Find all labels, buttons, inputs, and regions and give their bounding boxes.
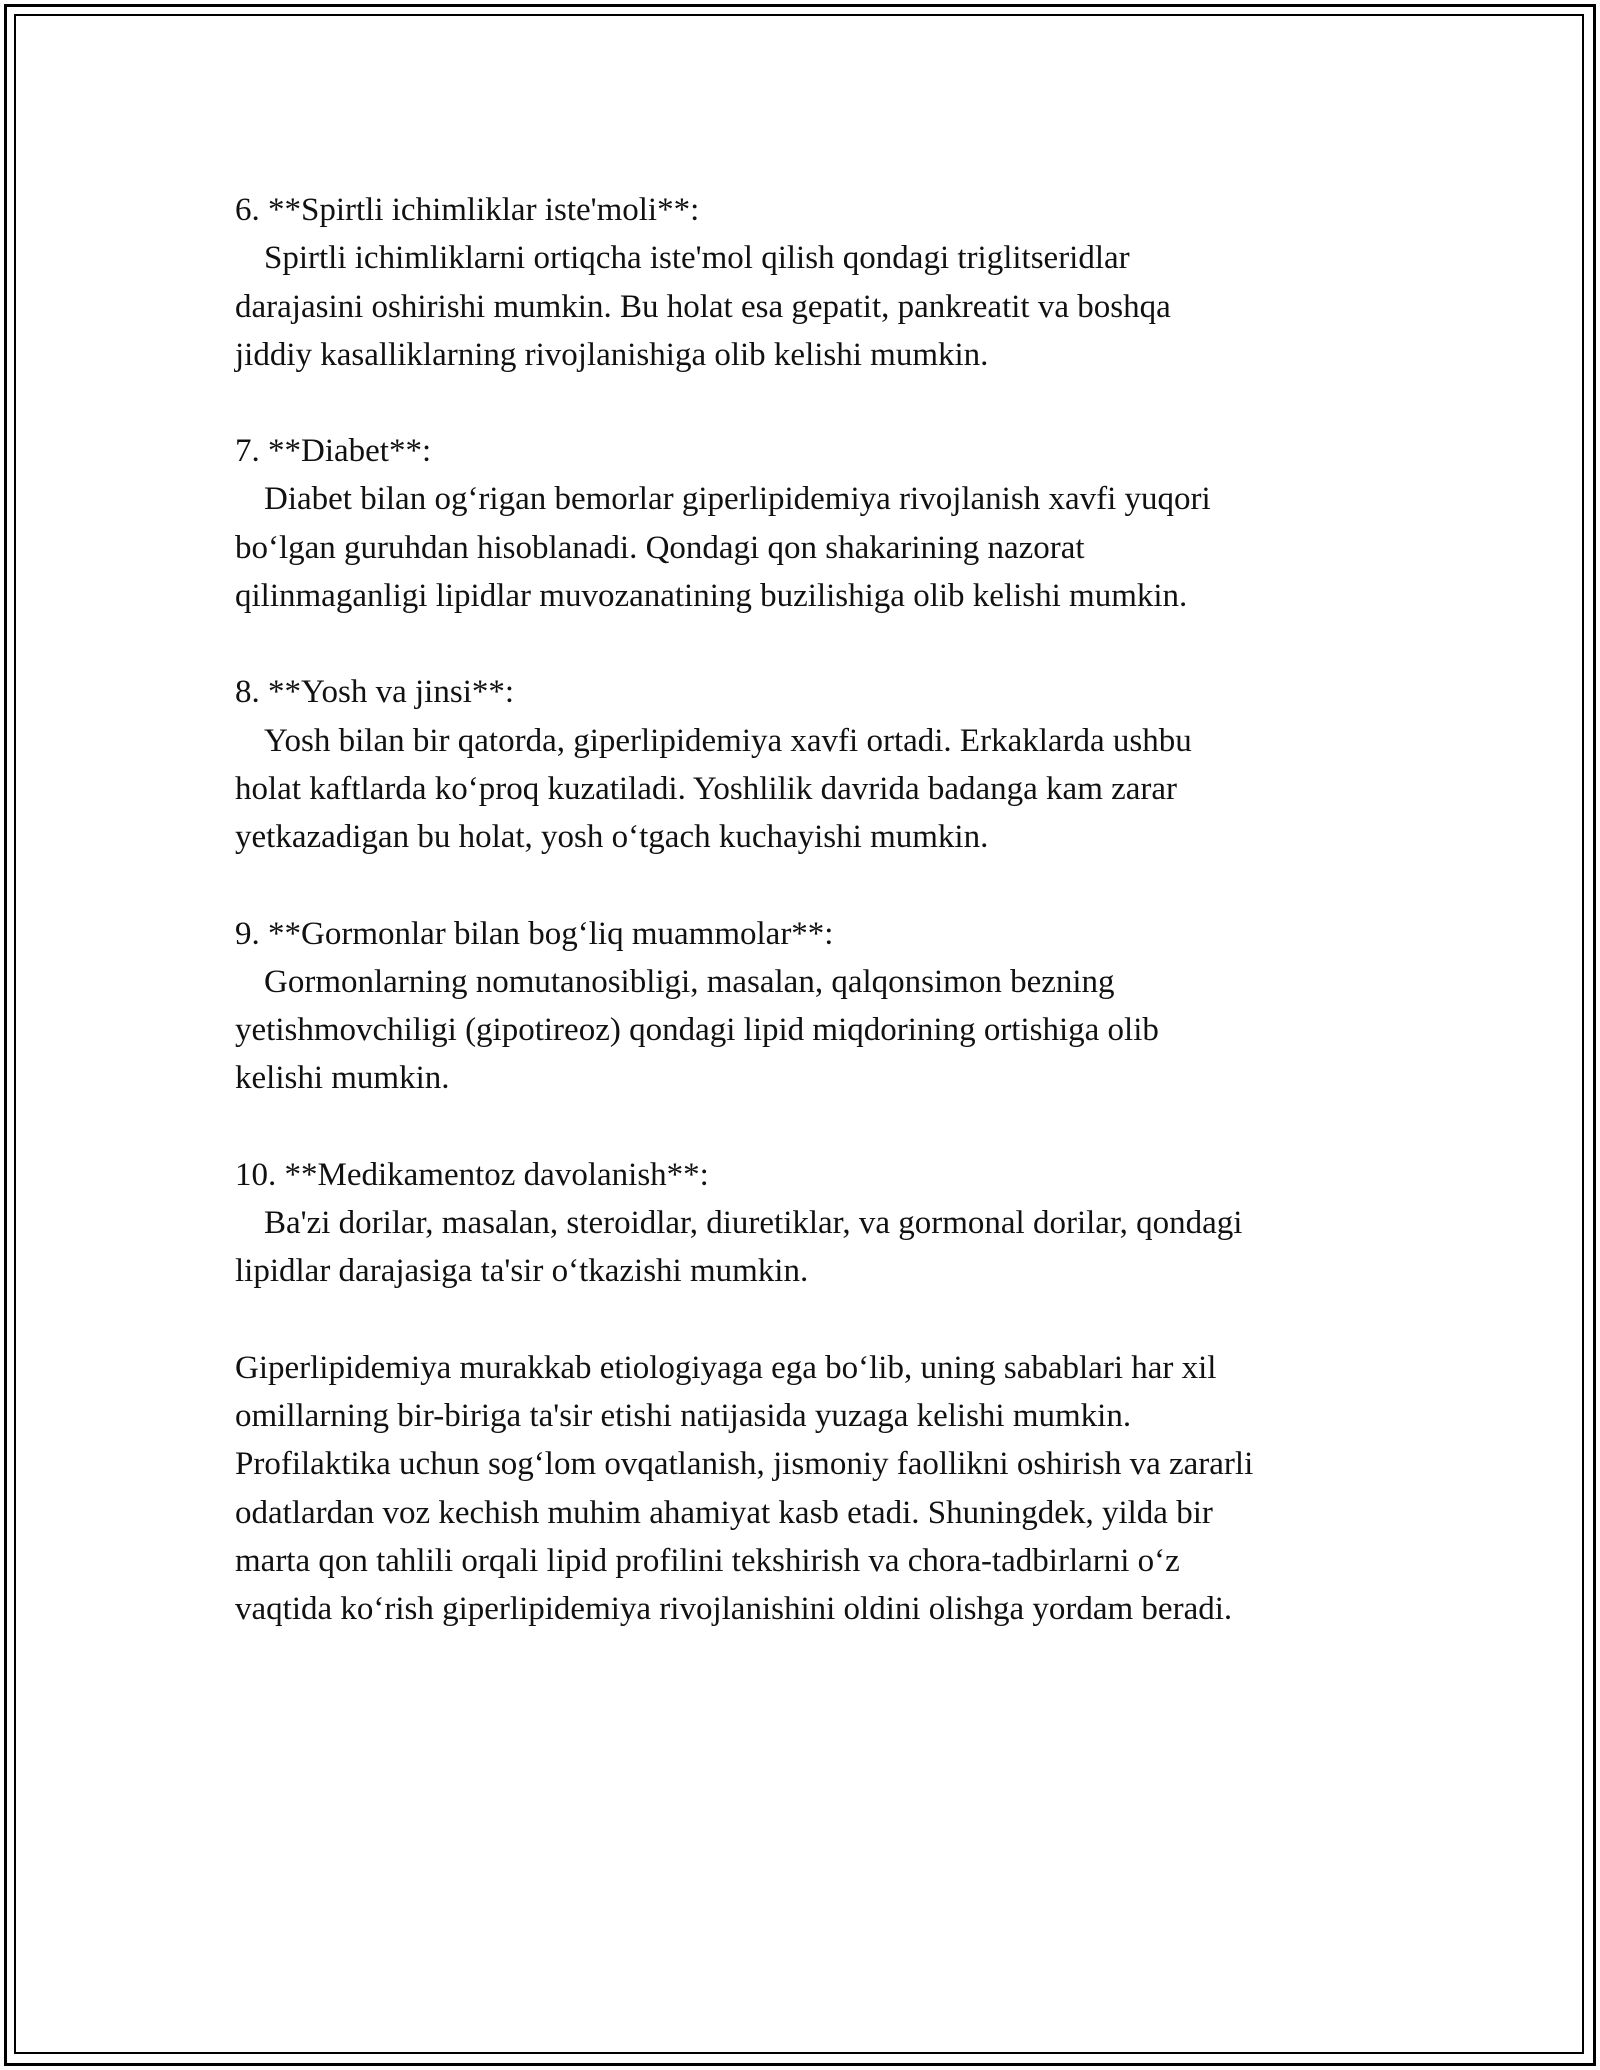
section-line: bo‘lgan guruhdan hisoblanadi. Qondagi qon shakarining nazorat (235, 529, 1085, 566)
conclusion-line: vaqtida ko‘rish giperlipidemiya rivojlanishini oldini olishga yordam beradi. (235, 1591, 1233, 1628)
section-line: Diabet bilan og‘rigan bemorlar giperlipidemiya rivojlanish xavfi yuqori (264, 481, 1211, 518)
section-heading: 10. **Medikamentoz davolanish**: (235, 1156, 709, 1193)
conclusion-line: omillarning bir-biriga ta'sir etishi natijasida yuzaga kelishi mumkin. (235, 1397, 1132, 1434)
section-line: yetishmovchiligi (gipotireoz) qondagi lipid miqdorining ortishiga olib (235, 1012, 1159, 1049)
section-age-sex (235, 668, 1395, 861)
conclusion-line: Profilaktika uchun sog‘lom ovqatlanish, jismoniy faollikni oshirish va zararli (235, 1446, 1254, 1483)
section-heading: 9. **Gormonlar bilan bog‘liq muammolar**: (235, 915, 834, 952)
section-line: jiddiy kasalliklarning rivojlanishiga olib kelishi mumkin. (235, 336, 989, 373)
conclusion-line: Giperlipidemiya murakkab etiologiyaga ega bo‘lib, uning sabablari har xil (235, 1349, 1217, 1386)
section-line: kelishi mumkin. (235, 1060, 450, 1097)
section-hormones (235, 910, 1395, 1103)
section-heading: 7. **Diabet**: (235, 433, 432, 470)
section-line: Ba'zi dorilar, masalan, steroidlar, diuretiklar, va gormonal dorilar, qondagi (264, 1205, 1243, 1242)
section-heading: 6. **Spirtli ichimliklar iste'moli**: (235, 192, 700, 228)
conclusion-line: marta qon tahlili orqali lipid profilini tekshirish va chora-tadbirlarni o‘z (235, 1542, 1180, 1579)
section-line: lipidlar darajasiga ta'sir o‘tkazishi mumkin. (235, 1253, 809, 1290)
document-body (235, 186, 1395, 1681)
section-line: qilinmaganligi lipidlar muvozanatining buzilishiga olib kelishi mumkin. (235, 578, 1188, 615)
section-line: darajasini oshirishi mumkin. Bu holat esa gepatit, pankreatit va boshqa (235, 288, 1171, 325)
section-alcohol (235, 186, 1395, 379)
section-diabetes (235, 427, 1395, 620)
section-line: Yosh bilan bir qatorda, giperlipidemiya xavfi ortadi. Erkaklarda ushbu (264, 722, 1192, 759)
section-line: yetkazadigan bu holat, yosh o‘tgach kuchayishi mumkin. (235, 819, 989, 856)
section-heading: 8. **Yosh va jinsi**: (235, 674, 515, 711)
section-line: Gormonlarning nomutanosibligi, masalan, qalqonsimon bezning (264, 963, 1115, 1000)
conclusion-paragraph (235, 1344, 1395, 1634)
section-medication (235, 1151, 1395, 1296)
section-line: holat kaftlarda ko‘proq kuzatiladi. Yoshlilik davrida badanga kam zarar (235, 770, 1178, 807)
section-line: Spirtli ichimliklarni ortiqcha iste'mol qilish qondagi triglitseridlar (264, 240, 1130, 277)
conclusion-line: odatlardan voz kechish muhim ahamiyat kasb etadi. Shuningdek, yilda bir (235, 1494, 1213, 1531)
